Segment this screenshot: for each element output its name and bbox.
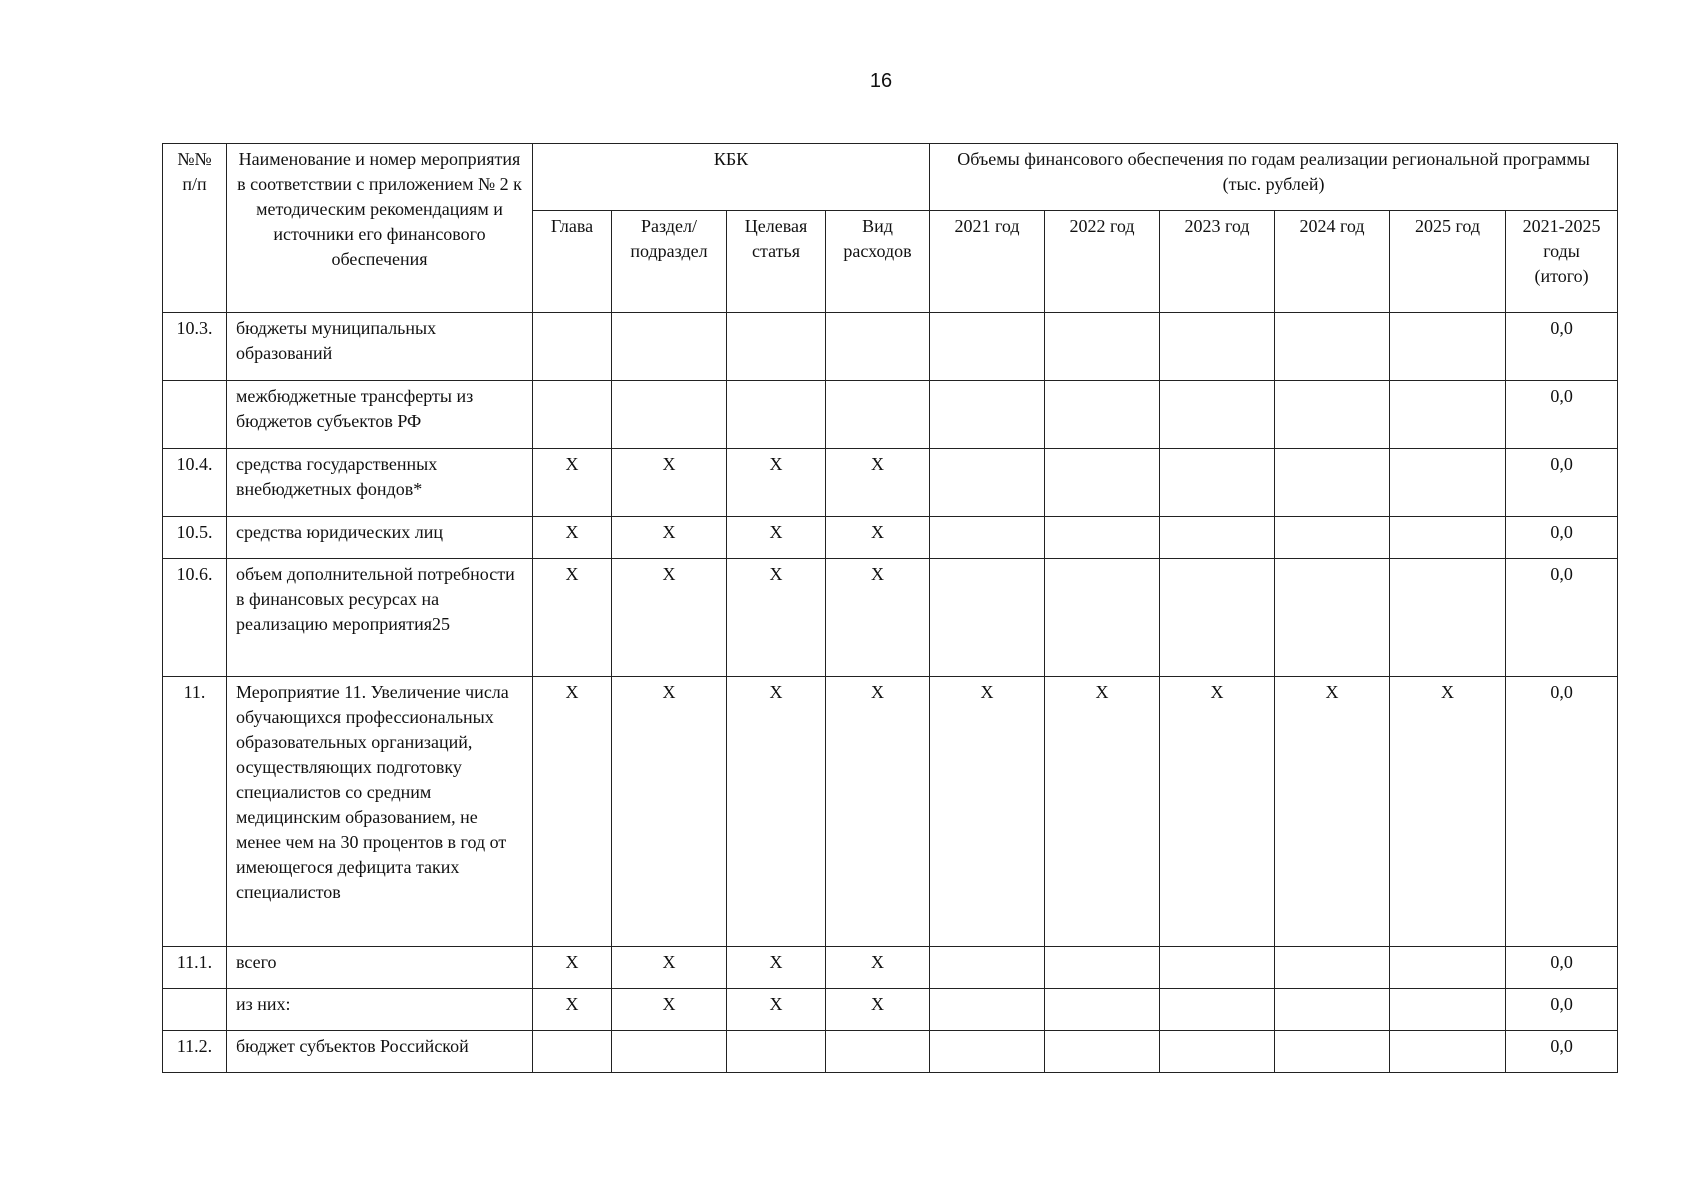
kbk-cell: X [533,559,612,677]
total-cell: 0,0 [1506,559,1618,677]
row-number [163,989,227,1031]
page-number: 16 [869,70,893,92]
kbk-cell: X [612,989,727,1031]
header-kbk-col: Глава [533,211,612,313]
year-cell [1160,517,1275,559]
table-body [163,313,1618,1073]
year-cell [1045,313,1160,381]
table-row [163,947,1618,989]
table-row [163,1031,1618,1073]
year-cell [1045,989,1160,1031]
kbk-cell [727,1031,826,1073]
funding-table [162,143,1618,1073]
table-row [163,449,1618,517]
header-year-col: 2022 год [1045,211,1160,313]
row-number: 10.3. [163,313,227,381]
row-number: 11.2. [163,1031,227,1073]
kbk-cell: X [727,449,826,517]
year-cell [1390,1031,1506,1073]
row-number [163,381,227,449]
year-cell [1160,313,1275,381]
row-number: 11.1. [163,947,227,989]
year-cell [1390,449,1506,517]
table-row [163,989,1618,1031]
total-cell: 0,0 [1506,989,1618,1031]
row-name: объем дополнительной потребности в финансовых ресурсах на реализацию мероприятия25 [227,559,533,677]
year-cell [1390,947,1506,989]
row-number: 10.4. [163,449,227,517]
row-number: 11. [163,677,227,947]
year-cell [930,313,1045,381]
total-cell: 0,0 [1506,1031,1618,1073]
kbk-cell: X [727,947,826,989]
kbk-cell: X [826,989,930,1031]
kbk-cell: X [826,449,930,517]
kbk-cell: X [533,517,612,559]
kbk-cell [612,381,727,449]
year-cell [1160,381,1275,449]
year-cell [930,1031,1045,1073]
year-cell [930,449,1045,517]
kbk-cell: X [826,559,930,677]
kbk-cell: X [826,517,930,559]
kbk-cell: X [826,947,930,989]
total-cell: 0,0 [1506,381,1618,449]
kbk-cell [612,313,727,381]
year-cell: X [1160,677,1275,947]
kbk-cell [533,1031,612,1073]
header-year-col: 2024 год [1275,211,1390,313]
year-cell [1045,559,1160,677]
kbk-cell: X [533,989,612,1031]
header-year-col: 2025 год [1390,211,1506,313]
table-row [163,677,1618,947]
year-cell: X [1275,677,1390,947]
kbk-cell [826,381,930,449]
kbk-cell [727,313,826,381]
year-cell [1390,381,1506,449]
kbk-cell [826,313,930,381]
row-name: Мероприятие 11. Увеличение числа обучающихся профессиональных образовательных организаций, осуществляющих подготовку специалистов со средним медицинским образованием, не менее чем на 30 процентов в год от имеющегося дефицита таких специалистов [227,677,533,947]
header-kbk-col: Целевая статья [727,211,826,313]
year-cell [1390,517,1506,559]
table-row [163,313,1618,381]
kbk-cell [612,1031,727,1073]
kbk-cell: X [826,677,930,947]
kbk-cell: X [612,677,727,947]
total-cell: 0,0 [1506,449,1618,517]
header-kbk-col: Раздел/ подраздел [612,211,727,313]
year-cell [1160,559,1275,677]
header-kbk: КБК [533,144,930,211]
table-row [163,517,1618,559]
year-cell [1045,381,1160,449]
row-name: бюджеты муниципальных образований [227,313,533,381]
year-cell [1390,559,1506,677]
year-cell [1275,517,1390,559]
year-cell: X [930,677,1045,947]
total-cell: 0,0 [1506,947,1618,989]
year-cell [930,989,1045,1031]
year-cell [1045,947,1160,989]
kbk-cell: X [533,947,612,989]
year-cell [1045,449,1160,517]
year-cell [930,947,1045,989]
kbk-cell [826,1031,930,1073]
row-name: всего [227,947,533,989]
header-num: №№ п/п [163,144,227,313]
row-name: средства государственных внебюджетных фондов* [227,449,533,517]
year-cell: X [1045,677,1160,947]
year-cell [1275,1031,1390,1073]
row-number: 10.6. [163,559,227,677]
year-cell [1160,449,1275,517]
year-cell [1275,559,1390,677]
total-cell: 0,0 [1506,313,1618,381]
kbk-cell [533,381,612,449]
row-name: из них: [227,989,533,1031]
year-cell [1390,313,1506,381]
kbk-cell: X [612,449,727,517]
header-funding: Объемы финансового обеспечения по годам реализации региональной программы (тыс. рублей) [930,144,1618,211]
year-cell [1275,313,1390,381]
header-name: Наименование и номер мероприятия в соответствии с приложением № 2 к методическим рекомендациям и источники его финансового обеспечения [227,144,533,313]
table-header [163,144,1618,313]
kbk-cell [533,313,612,381]
year-cell [1160,947,1275,989]
header-year-col: 2023 год [1160,211,1275,313]
year-cell [1160,989,1275,1031]
year-cell [1275,381,1390,449]
year-cell [1045,517,1160,559]
kbk-cell: X [727,677,826,947]
header-year-col: 2021 год [930,211,1045,313]
year-cell: X [1390,677,1506,947]
year-cell [1275,989,1390,1031]
kbk-cell: X [727,517,826,559]
total-cell: 0,0 [1506,677,1618,947]
kbk-cell: X [612,559,727,677]
year-cell [1045,1031,1160,1073]
header-kbk-col: Вид расходов [826,211,930,313]
row-name: средства юридических лиц [227,517,533,559]
year-cell [930,517,1045,559]
year-cell [1275,947,1390,989]
row-name: межбюджетные трансферты из бюджетов субъектов РФ [227,381,533,449]
year-cell [930,559,1045,677]
kbk-cell: X [612,947,727,989]
kbk-cell: X [727,989,826,1031]
kbk-cell: X [612,517,727,559]
year-cell [930,381,1045,449]
kbk-cell: X [533,449,612,517]
kbk-cell: X [533,677,612,947]
table-row [163,381,1618,449]
kbk-cell: X [727,559,826,677]
row-name: бюджет субъектов Российской [227,1031,533,1073]
header-year-col: 2021-2025 годы (итого) [1506,211,1618,313]
year-cell [1390,989,1506,1031]
table-row [163,559,1618,677]
total-cell: 0,0 [1506,517,1618,559]
year-cell [1275,449,1390,517]
row-number: 10.5. [163,517,227,559]
year-cell [1160,1031,1275,1073]
kbk-cell [727,381,826,449]
